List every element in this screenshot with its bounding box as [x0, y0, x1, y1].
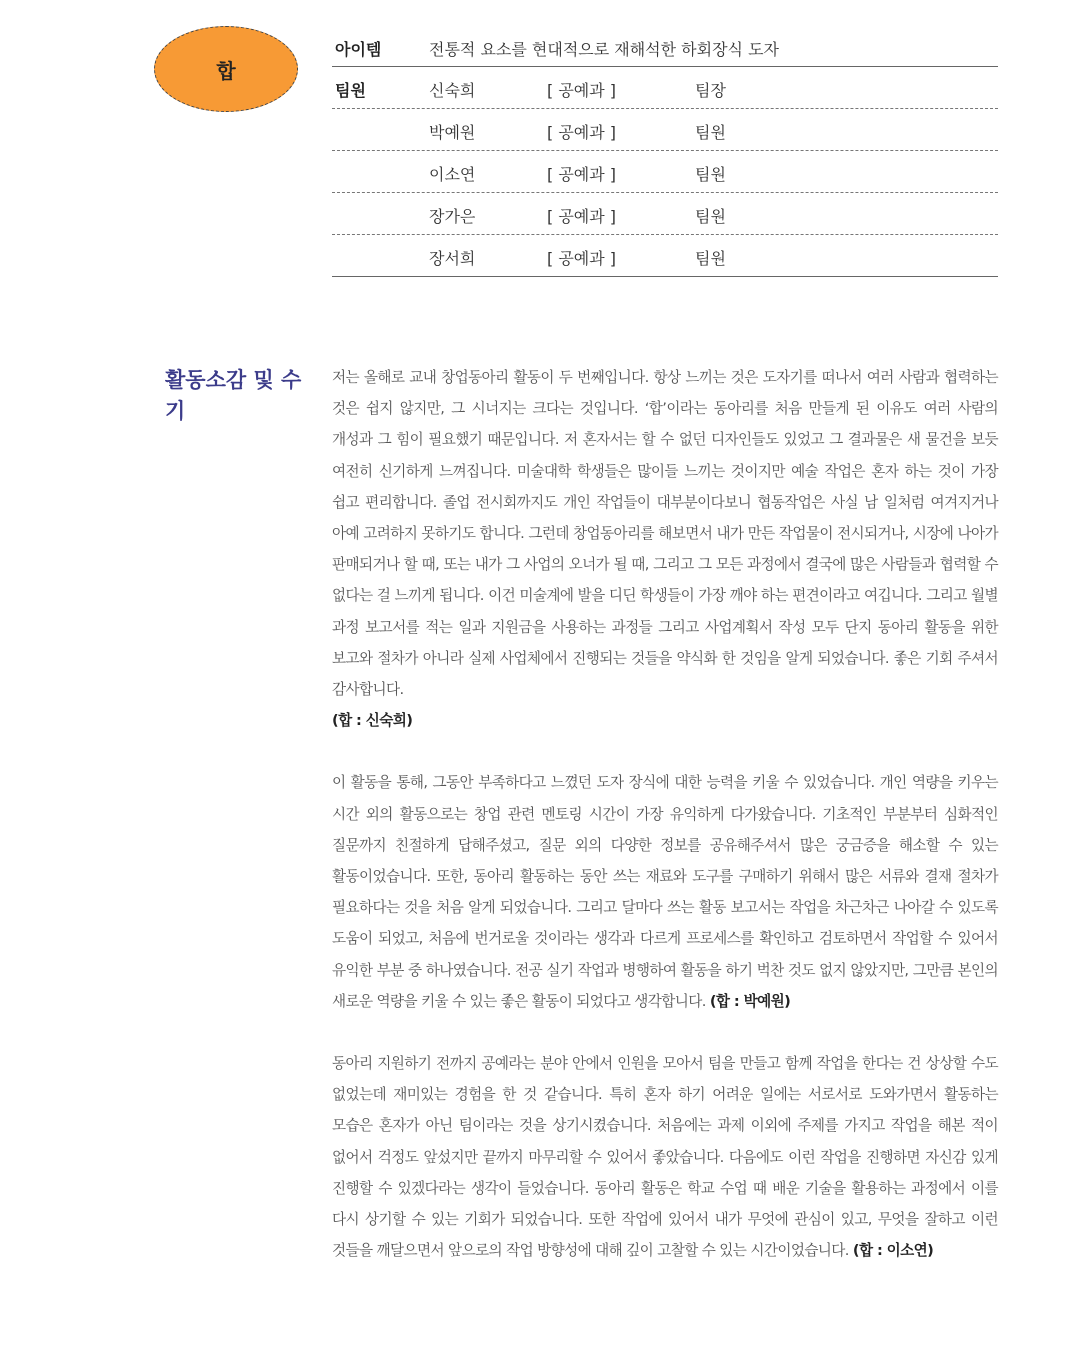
reflection-author: (합 : 이소연): [852, 1242, 934, 1260]
member-dept: [ 공예과 ]: [547, 249, 617, 268]
member-dept: [ 공예과 ]: [547, 81, 617, 100]
reflection-text: 저는 올해로 교내 창업동아리 활동이 두 번째입니다. 항상 느끼는 것은 도자기를 떠나서 여러 사람과 협력하는 것은 쉽지 않지만, 그 시너지는 크다는 것입니다. ‘합’이라는 동아리를 처음 만들게 된 이유도 여러 사람의 개성과 그 힘이 필요했기 때문입니다. 저 혼자서는 할 수 없던 디자인들도 있었고 그 결과물은 새 물건을 보듯 여전히 신기하게 느껴집니다. 미술대학 학생들은 많이들 느끼는 것이지만 예술 작업은 혼자 하는 것이 가장 쉽고 편리합니다. 졸업 전시회까지도 개인 작업들이 대부분이다보니 협동작업은 사실 남 일처럼 여겨지거나 아예 고려하지 못하기도 합니다. 그런데 창업동아리를 해보면서 내가 만든 작업물이 전시되거나, 시장에 나아가 판매되거나 할 때, 또는 내가 그 사업의 오너가 될 때, 그리고 그 모든 과정에서 결국에 많은 사람들과 협력할 수 없다는 걸 느끼게 됩니다. 이건 미술계에 발을 디딘 학생들이 가장 깨야 하는 편견이라고 여깁니다. 그리고 월별 과정 보고서를 적는 일과 지원금을 사용하는 과정들 그리고 사업계획서 작성 모두 단지 동아리 활동을 위한 보고와 절차가 아니라 실제 사업체에서 진행되는 것들을 약식화 한 것임을 알게 되었습니다. 좋은 기회 주셔서 감사합니다.: [332, 369, 998, 699]
team-info-table: [332, 26, 998, 277]
member-row: [332, 67, 998, 109]
reflection-paragraph: [332, 1048, 998, 1266]
member-role: 팀원: [695, 123, 726, 142]
member-role: 팀원: [695, 249, 726, 268]
section-title: 활동소감 및 수기: [165, 368, 302, 423]
member-row: [332, 235, 998, 277]
member-row: [332, 193, 998, 235]
member-role: 팀원: [695, 165, 726, 184]
reflection-paragraph: [332, 767, 998, 1017]
member-name: 신숙희: [429, 81, 476, 100]
item-label: 아이템: [335, 40, 382, 59]
member-dept: [ 공예과 ]: [547, 207, 617, 226]
reflection-text: 이 활동을 통해, 그동안 부족하다고 느꼈던 도자 장식에 대한 능력을 키울 수 있었습니다. 개인 역량을 키우는 시간 외의 활동으로는 창업 관련 멘토링 시간이 가장 유익하게 다가왔습니다. 기초적인 부분부터 심화적인 질문까지 친절하게 답해주셨고, 질문 외의 다양한 정보를 공유해주셔서 많은 궁금증을 해소할 수 있는 활동이었습니다. 또한, 동아리 활동하는 동안 쓰는 재료와 도구를 구매하기 위해서 많은 서류와 결재 절차가 필요하다는 것을 처음 알게 되었습니다. 그리고 달마다 쓰는 활동 보고서는 작업을 차근차근 나아갈 수 있도록 도움이 되었고, 처음에 번거로울 것이라는 생각과 다르게 프로세스를 확인하고 검토하면서 작업할 수 있어서 유익한 부분 중 하나였습니다. 전공 실기 작업과 병행하여 활동을 하기 벅찬 것도 없지 않았지만, 그만큼 본인의 새로운 역량을 키울 수 있는 좋은 활동이 되었다고 생각합니다.: [332, 774, 998, 1010]
member-row: [332, 151, 998, 193]
reflections-body: [332, 362, 998, 1297]
reflection-text: 동아리 지원하기 전까지 공예라는 분야 안에서 인원을 모아서 팀을 만들고 함께 작업을 한다는 건 상상할 수도 없었는데 재미있는 경험을 한 것 같습니다. 특히 혼자 하기 어려운 일에는 서로서로 도와가면서 활동하는 모습은 혼자가 아닌 팀이라는 것을 상기시켰습니다. 처음에는 과제 이외에 주제를 가지고 작업을 해본 적이 없어서 걱정도 앞섰지만 끝까지 마무리할 수 있어서 좋았습니다. 다음에도 이런 작업을 진행하면 자신감 있게 진행할 수 있겠다라는 생각이 들었습니다. 동아리 활동은 학교 수업 때 배운 기술을 활용하는 과정에서 이를 다시 상기할 수 있는 기회가 되었습니다. 또한 작업에 있어서 내가 무엇에 관심이 있고, 무엇을 잘하고 이런 것들을 깨달으면서 앞으로의 작업 방향성에 대해 깊이 고찰할 수 있는 시간이었습니다.: [332, 1055, 998, 1260]
member-role: 팀장: [695, 81, 726, 100]
reflection-author: (합 : 신숙희): [332, 712, 413, 730]
item-value: 전통적 요소를 현대적으로 재해석한 하회장식 도자: [429, 40, 780, 59]
item-row: [332, 26, 998, 67]
member-name: 장가은: [429, 207, 476, 226]
team-name-badge: 합: [154, 26, 298, 112]
member-name: 이소연: [429, 165, 476, 184]
member-dept: [ 공예과 ]: [547, 123, 617, 142]
member-name: 장서희: [429, 249, 476, 268]
member-row: [332, 109, 998, 151]
member-dept: [ 공예과 ]: [547, 165, 617, 184]
members-label: 팀원: [335, 81, 366, 100]
member-name: 박예원: [429, 123, 476, 142]
member-role: 팀원: [695, 207, 726, 226]
reflection-paragraph: [332, 362, 998, 736]
reflection-author: (합 : 박예원): [709, 992, 791, 1010]
